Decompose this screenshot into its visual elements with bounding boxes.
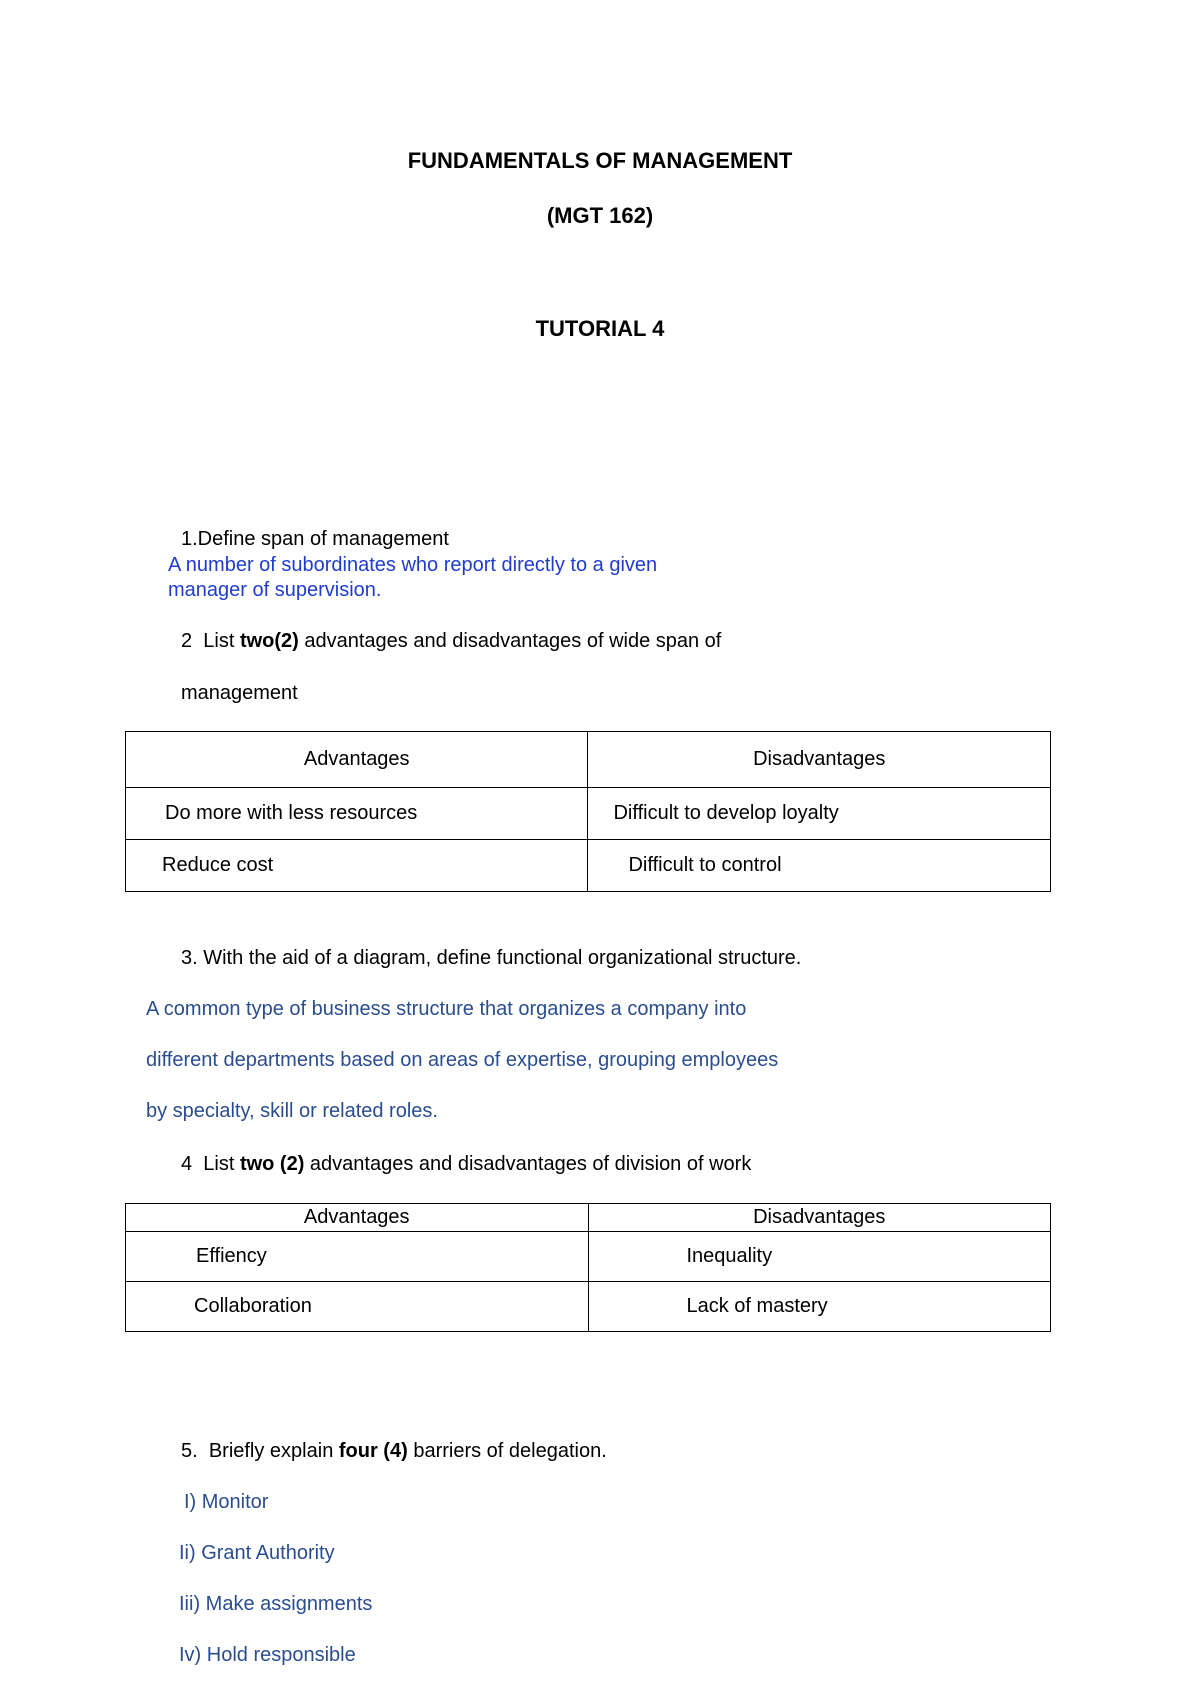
column-header-advantages: Advantages: [126, 732, 588, 788]
question-2-number: 2: [181, 630, 193, 652]
column-header-disadvantages: Disadvantages: [588, 1204, 1051, 1232]
advantage-cell: Collaboration: [126, 1282, 589, 1332]
table-header-row: [126, 732, 1051, 788]
column-header-advantages: Advantages: [126, 1204, 589, 1232]
question-2-text-bold: two(2): [239, 630, 299, 652]
list-item: I) Monitor: [184, 1491, 269, 1513]
disadvantage-cell: Inequality: [588, 1232, 1051, 1282]
table-row: [126, 1232, 1051, 1282]
advantage-cell: Do more with less resources: [126, 788, 588, 840]
question-3: 3. With the aid of a diagram, define functional organizational structure.: [181, 947, 802, 969]
span-of-management-table: [125, 731, 1051, 892]
list-item: Iv) Hold responsible: [179, 1644, 356, 1666]
question-4-text-bold: two (2): [239, 1153, 305, 1175]
column-header-disadvantages: Disadvantages: [588, 732, 1051, 788]
question-5: [181, 1440, 607, 1463]
list-item: Iii) Make assignments: [179, 1593, 373, 1615]
question-2-text-post: advantages and disadvantages of wide span of: [298, 630, 722, 652]
question-4-number: 4: [181, 1153, 193, 1175]
table-header-row: [126, 1204, 1051, 1232]
table-row: [126, 840, 1051, 892]
list-item: Ii) Grant Authority: [179, 1542, 335, 1564]
answer-1-line-1: A number of subordinates who report directly to a given: [168, 554, 658, 576]
advantage-cell: Effiency: [126, 1232, 589, 1282]
question-5-text-post: barriers of delegation.: [407, 1440, 607, 1462]
question-2-line-2: management: [181, 682, 298, 704]
question-2-text-pre: List: [203, 630, 240, 652]
disadvantage-cell: Lack of mastery: [588, 1282, 1051, 1332]
question-4: [181, 1153, 751, 1176]
question-5-text-pre: Briefly explain: [208, 1440, 339, 1462]
document-title: FUNDAMENTALS OF MANAGEMENT: [407, 148, 793, 173]
table-row: [126, 788, 1051, 840]
answer-1-line-2: manager of supervision.: [168, 579, 382, 601]
question-4-text-post: advantages and disadvantages of division of work: [304, 1153, 752, 1175]
answer-3-line-1: A common type of business structure that organizes a company into: [146, 998, 747, 1020]
question-5-text-bold: four (4): [338, 1440, 408, 1462]
course-code: (MGT 162): [546, 203, 654, 228]
division-of-work-table: [125, 1203, 1051, 1332]
answer-3-line-2: different departments based on areas of expertise, grouping employees: [146, 1049, 779, 1071]
answer-3-line-3: by specialty, skill or related roles.: [146, 1100, 438, 1122]
table-row: [126, 1282, 1051, 1332]
question-4-text-pre: List: [203, 1153, 240, 1175]
question-2: [181, 630, 721, 653]
question-1: 1.Define span of management: [181, 528, 449, 550]
question-5-number: 5.: [181, 1440, 198, 1462]
disadvantage-cell: Difficult to develop loyalty: [588, 788, 1051, 840]
disadvantage-cell: Difficult to control: [588, 840, 1051, 892]
tutorial-heading: TUTORIAL 4: [535, 316, 665, 341]
advantage-cell: Reduce cost: [126, 840, 588, 892]
